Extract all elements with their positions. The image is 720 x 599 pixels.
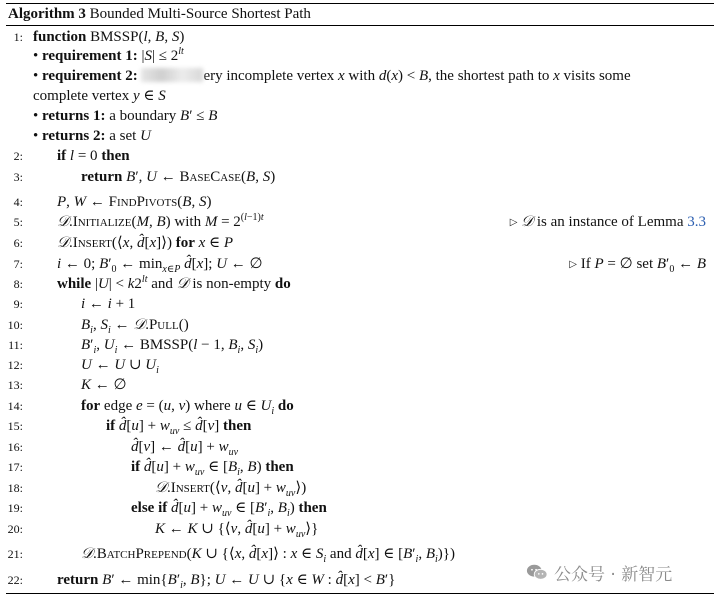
line-code: K ← K ∪ {⟨v, d̂[u] + $w_{uv}⟩$}	[155, 521, 319, 540]
algo-line-12	[0, 355, 714, 375]
line-number: 20:	[7, 522, 23, 536]
line-number: 3:	[13, 170, 23, 184]
line-comment: ▷ 𝒟 is an instance of Lemma 3.3	[509, 214, 706, 230]
line-number: 12:	[7, 358, 23, 372]
line-code: else if d̂[u] + $w_{uv}$ ∈ [$B'_i$, $B_i$) then	[131, 500, 327, 519]
line-number: 17:	[7, 460, 23, 474]
line-code: • returns 1: a boundary B′ ≤ B	[33, 108, 218, 124]
algo-line-7	[0, 254, 714, 274]
algo-line-16	[0, 437, 714, 457]
algo-line-10	[0, 315, 714, 335]
algo-line-17	[0, 457, 714, 477]
line-code: i ← i + 1	[81, 296, 136, 312]
line-code: K ← ∅	[81, 377, 127, 393]
line-code: • requirement 1: $|S| \le 2^{lt}$	[33, 46, 184, 64]
algo-line-req2-cont	[0, 86, 714, 106]
algo-line-3	[0, 167, 714, 187]
algo-line-req1	[0, 46, 714, 66]
line-number: 13:	[7, 378, 23, 392]
algo-line-8	[0, 274, 714, 294]
algo-line-13	[0, 375, 714, 395]
line-code: return B′ ← $\min\{B'_i$, B}; U ← U ∪ {x ∈ W : d̂[x] < B′}	[57, 572, 396, 591]
algo-line-18	[0, 478, 714, 498]
bottom-rule	[6, 593, 714, 594]
algo-line-9	[0, 294, 714, 314]
watermark-text: 公众号 · 新智元	[554, 564, 673, 585]
line-code: • requirement 2: ery incomplete vertex x with d(x) < B, the shortest path to x visits some	[33, 68, 631, 84]
algo-line-ret2	[0, 126, 714, 146]
algo-line-15	[0, 416, 714, 436]
watermark	[526, 559, 672, 585]
line-code: i ← 0; $B'_0$ ← $\min_{x\in P}$ d̂[x]; U ← ∅	[57, 256, 263, 275]
algo-line-20	[0, 519, 714, 539]
blurred-region	[141, 68, 203, 82]
title-rule	[6, 25, 714, 26]
algo-line-4	[0, 192, 714, 212]
algo-line-11	[0, 335, 714, 355]
line-code: return B′, U ← BaseCase(B, S)	[81, 169, 276, 185]
line-number: 19:	[7, 501, 23, 515]
algo-line-ret1	[0, 106, 714, 126]
line-number: 6:	[13, 236, 23, 250]
line-number: 14:	[7, 399, 23, 413]
line-number: 5:	[13, 215, 23, 229]
line-code: • returns 2: a set U	[33, 128, 151, 144]
line-number: 8:	[13, 277, 23, 291]
line-code: if d̂[u] + $w_{uv}$ ∈ [$B_i$, B) then	[131, 459, 294, 478]
line-number: 7:	[13, 257, 23, 271]
line-code: 𝒟.Initialize(M, B) with $M = 2^{(l-1)t}$	[57, 212, 264, 230]
line-code: 𝒟.BatchPrepend(K ∪ {⟨x, d̂[x]⟩ : x ∈ $S_i$ and d̂[x] ∈ [$B'_i$, $B_i$)})	[81, 546, 455, 565]
algo-line-1	[0, 27, 714, 47]
line-number: 22:	[7, 573, 23, 587]
line-code: for edge e = (u, v) where u ∈ $U_i$ do	[81, 398, 294, 417]
line-code: while $|U| < k2^{lt}$ and 𝒟 is non-empty do	[57, 274, 291, 292]
line-code: complete vertex y ∈ S	[33, 88, 166, 104]
line-code: if l = 0 then	[57, 148, 130, 164]
line-code: U ← U ∪ $U_i$	[81, 357, 159, 376]
line-number: 18:	[7, 481, 23, 495]
algorithm-title	[8, 5, 311, 23]
wechat-icon	[526, 563, 548, 582]
algo-line-14	[0, 396, 714, 416]
algo-line-2	[0, 146, 714, 166]
line-number: 2:	[13, 149, 23, 163]
algo-line-5	[0, 212, 714, 232]
line-number: 9:	[13, 297, 23, 311]
line-code: $B'_i$, $U_i$ ← BMSSP(l − 1, $B_i$, $S_i$)	[81, 337, 264, 356]
line-code: 𝒟.Insert(⟨v, d̂[u] + $w_{uv}⟩$)	[155, 480, 307, 499]
algo-line-19	[0, 498, 714, 518]
line-number: 21:	[7, 547, 23, 561]
algo-line-6	[0, 233, 714, 253]
line-number: 4:	[13, 195, 23, 209]
lemma-link[interactable]: 3.3	[687, 214, 706, 230]
algorithm-name: Bounded Multi-Source Shortest Path	[89, 6, 311, 22]
line-code: 𝒟.Insert(⟨x, d̂[x]⟩) for x ∈ P	[57, 235, 234, 251]
line-number: 10:	[7, 318, 23, 332]
line-code: P, W ← FindPivots(B, S)	[57, 194, 212, 210]
algorithm-label: Algorithm 3	[8, 6, 86, 22]
line-number: 11:	[8, 338, 23, 352]
line-code: d̂[v] ← d̂[u] + $w_{uv}$	[131, 439, 239, 458]
line-number: 1:	[13, 30, 23, 44]
line-code: if d̂[u] + $w_{uv}$ ≤ d̂[v] then	[106, 418, 252, 437]
algo-line-req2	[0, 66, 714, 86]
line-number: 16:	[7, 440, 23, 454]
line-code: function BMSSP(l, B, S)	[33, 29, 185, 45]
line-number: 15:	[7, 419, 23, 433]
line-code: $B_i$, $S_i$ ← 𝒟.Pull()	[81, 317, 189, 336]
top-rule	[6, 3, 714, 4]
line-comment: ▷ If P = ∅ set $B'_0$ ← B	[569, 256, 706, 275]
